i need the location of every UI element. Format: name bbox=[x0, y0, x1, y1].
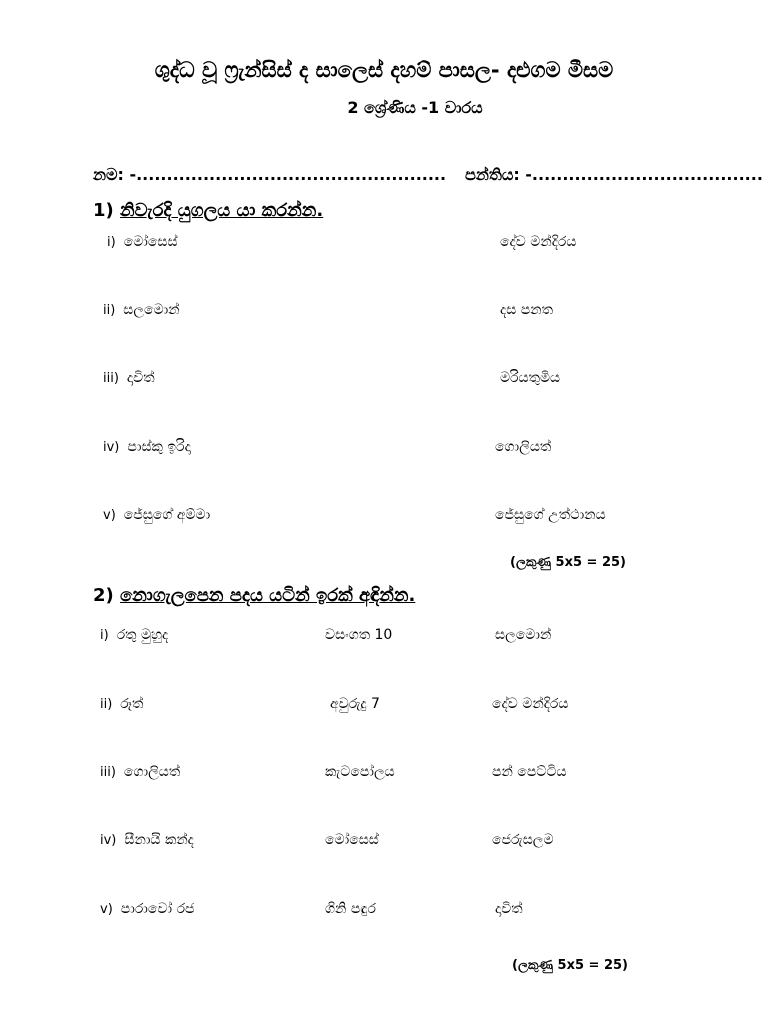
question-1-heading bbox=[93, 200, 323, 221]
q2-row-number: i) bbox=[100, 628, 109, 643]
question-2-title: නොගැලපෙන පදය යටින් ඉරක් අඳින්න. bbox=[120, 585, 416, 606]
q1-row-number: iv) bbox=[103, 440, 120, 455]
q1-row-1-left bbox=[107, 234, 178, 250]
q2-row-number: ii) bbox=[100, 697, 113, 712]
q2-row-4-col-b: මෝසෙස් bbox=[325, 832, 379, 848]
class-field-label: පන්තිය: -...................................... bbox=[465, 165, 763, 184]
q1-row-left-text: මෝසෙස් bbox=[123, 234, 178, 250]
question-2-number: 2) bbox=[93, 585, 114, 606]
q1-row-1-right: දේව මන්දිරය bbox=[500, 234, 577, 250]
q2-row-number: iv) bbox=[100, 833, 117, 848]
q2-row-2-col-b: අවුරුදු 7 bbox=[330, 696, 380, 712]
page-title: ශුද්ධ වූ ෆ්‍රැන්සිස් ද සාලෙස් දහම් පාසල- දළුගම මීසම bbox=[154, 58, 614, 82]
q2-row-option-a: රතු මුහුද bbox=[116, 627, 169, 643]
q2-row-3-col-c: පන් පෙට්ටිය bbox=[492, 764, 567, 780]
question-2-heading bbox=[93, 585, 415, 606]
q2-row-number: v) bbox=[100, 902, 113, 917]
q1-row-3-right: මරියතුමිය bbox=[500, 370, 561, 386]
q2-row-3-col-a bbox=[100, 764, 180, 780]
q1-row-4-left bbox=[103, 439, 191, 455]
question-1-number: 1) bbox=[93, 200, 114, 221]
q2-row-number: iii) bbox=[100, 765, 116, 780]
q1-row-5-left bbox=[103, 507, 210, 523]
q2-row-4-col-a bbox=[100, 832, 194, 848]
q2-row-3-col-b: කැටපෝලය bbox=[325, 764, 395, 780]
q2-row-4-col-c: ජෙරුසලම bbox=[492, 832, 554, 848]
q2-row-5-col-c: දාවිත් bbox=[495, 901, 523, 917]
page-subtitle: 2 ශ්‍රේණිය -1 වාරය bbox=[347, 98, 483, 117]
q1-row-number: iii) bbox=[103, 371, 119, 386]
q2-row-2-col-c: දේව මන්දිරය bbox=[492, 696, 569, 712]
q1-row-number: ii) bbox=[103, 303, 116, 318]
q2-row-option-a: සීනායි කන්ද bbox=[124, 832, 194, 848]
q2-marks: (ලකුණු 5x5 = 25) bbox=[512, 958, 628, 973]
q2-row-5-col-b: ගිනි පඳුර bbox=[325, 901, 376, 917]
q2-row-1-col-c: සලමොන් bbox=[495, 627, 552, 643]
q2-row-2-col-a bbox=[100, 696, 143, 712]
q1-row-number: i) bbox=[107, 235, 116, 250]
q2-row-option-a: ගොලියත් bbox=[123, 764, 181, 780]
q1-row-number: v) bbox=[103, 508, 116, 523]
q1-row-4-right: ගොලියත් bbox=[495, 439, 552, 455]
q2-row-option-a: පාරාවෝ රජ bbox=[120, 901, 195, 917]
q1-row-2-left bbox=[103, 302, 180, 318]
q1-row-left-text: ජේසුගේ අම්මා bbox=[123, 507, 211, 523]
name-field-label: නම: -................................................... bbox=[93, 165, 447, 184]
q2-row-5-col-a bbox=[100, 901, 195, 917]
q1-row-5-right: ජේසුගේ උත්ථානය bbox=[495, 507, 606, 523]
q2-row-1-col-a bbox=[100, 627, 168, 643]
q1-row-left-text: දාවිත් bbox=[126, 370, 155, 386]
q1-row-left-text: සලමොන් bbox=[123, 302, 180, 318]
q1-row-3-left bbox=[103, 370, 155, 386]
q1-marks: (ලකුණු 5x5 = 25) bbox=[510, 555, 626, 570]
q1-row-left-text: පාස්කු ඉරිදා bbox=[127, 439, 191, 455]
q2-row-1-col-b: වසංගත 10 bbox=[325, 627, 393, 643]
q1-row-2-right: දස පනත bbox=[500, 302, 553, 318]
q2-row-option-a: රූත් bbox=[120, 696, 144, 712]
question-1-title: නිවැරදි යුගලය යා කරන්න. bbox=[120, 200, 324, 221]
